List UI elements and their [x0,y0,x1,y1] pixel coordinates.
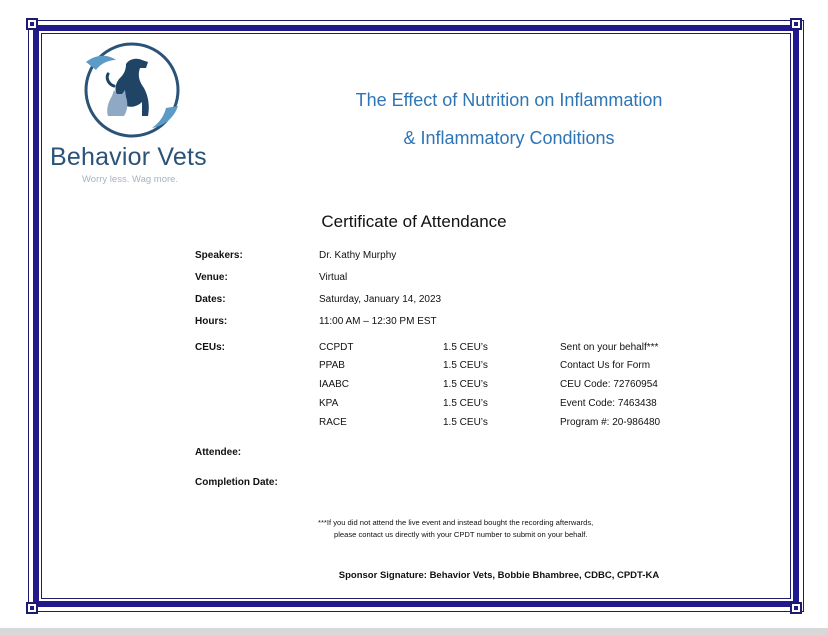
certificate-heading: Certificate of Attendance [321,212,507,231]
dates-value: Saturday, January 14, 2023 [319,294,442,305]
speakers-label: Speakers: [195,250,243,261]
dog-cat-logo-icon [78,40,188,140]
footnote [318,517,593,541]
frame-corner-top-left [26,18,38,30]
hours-value: 11:00 AM – 12:30 PM EST [319,316,437,327]
viewer-bottom-strip [0,628,828,636]
footnote-line-2: please contact us directly with your CPDT number to submit on your behalf. [334,530,588,539]
course-title-line-2: & Inflammatory Conditions [403,128,615,148]
ceu-note: Program #: 20-986480 [560,417,661,428]
ceu-org: PPAB [319,360,345,371]
brand-name: Behavior Vets [50,143,207,171]
attendee-label: Attendee: [195,447,242,458]
hours-label: Hours: [195,316,228,327]
ceu-org: CCPDT [319,342,354,353]
brand-tagline: Worry less. Wag more. [82,174,179,185]
ceu-note: CEU Code: 72760954 [560,379,658,390]
ceu-note: Contact Us for Form [560,360,651,371]
speakers-value: Dr. Kathy Murphy [319,250,397,261]
sponsor-signature: Sponsor Signature: Behavior Vets, Bobbie Bhambree, CDBC, CPDT-KA [338,570,660,581]
frame-corner-bottom-right [790,602,802,614]
course-title-line-1: The Effect of Nutrition on Inflammation [355,90,663,110]
footnote-line-1: ***If you did not attend the live event and instead bought the recording afterwards, [318,518,594,527]
ceu-org: RACE [319,417,347,428]
frame-corner-bottom-left [26,602,38,614]
ceu-amount: 1.5 CEU’s [443,417,488,428]
completion-date-label: Completion Date: [195,477,278,488]
dates-label: Dates: [195,294,226,305]
ceu-org: KPA [319,398,339,409]
venue-label: Venue: [195,272,228,283]
ceu-amount: 1.5 CEU’s [443,398,488,409]
ceu-note: Event Code: 7463438 [560,398,657,409]
ceu-note: Sent on your behalf*** [560,342,659,353]
ceu-amount: 1.5 CEU’s [443,360,488,371]
ceu-amount: 1.5 CEU’s [443,342,488,353]
frame-corner-top-right [790,18,802,30]
ceu-amount: 1.5 CEU’s [443,379,488,390]
ceus-label: CEUs: [195,342,226,353]
ceu-org: IAABC [319,379,350,390]
venue-value: Virtual [319,272,348,283]
